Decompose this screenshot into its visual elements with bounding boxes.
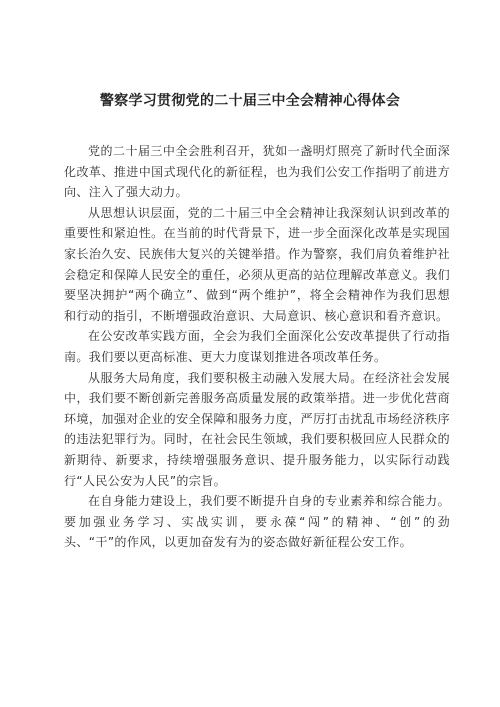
paragraph-reform-practice: 在公安改革实践方面，全会为我们全面深化公安改革提供了行动指南。我们要以更高标准、更大力度谋划推进各项改革任务。 — [64, 329, 450, 364]
paragraph-ideological-understanding: 从思想认识层面，党的二十届三中全会精神让我深刻认识到改革的重要性和紧迫性。在当前的时代背景下，进一步全面深化改革是实现国家长治久安、民族伟大复兴的关键举措。作为警察，我们肩负着维护社会稳定和保障人民安全的重任，必须从更高的站位理解改革意义。我们要坚决拥护“两个确立”、做到“两个维护”，将全会精神作为我们思想和行动的指引，不断增强政治意识、大局意识、核心意识和看齐意识。 — [64, 205, 450, 323]
paragraph-intro: 党的二十届三中全会胜利召开，犹如一盏明灯照亮了新时代全面深化改革、推进中国式现代化的新征程，也为我们公安工作指明了前进方向、注入了强大动力。 — [64, 144, 450, 200]
paragraph-capability-building: 在自身能力建设上，我们要不断提升自身的专业素养和综合能力。要加强业务学习、实战实训，要永葆“闯”的精神、“创”的劲头、“干”的作风，以更加奋发有为的姿态做好新征程公安工作。 — [64, 494, 450, 550]
document-title: 警察学习贯彻党的二十届三中全会精神心得体会 — [99, 93, 401, 109]
paragraph-serving-overall-situation: 从服务大局角度，我们要积极主动融入发展大局。在经济社会发展中，我们要不断创新完善服务高质量发展的政策举措。进一步优化营商环境，加强对企业的安全保障和服务力度，严厉打击扰乱市场经济秩序的违法犯罪行为。同时，在社会民生领域，我们要积极回应人民群众的新期待、新要求，持续增强服务意识、提升服务能力，以实际行动践行“人民公安为人民”的宗旨。 — [64, 370, 450, 488]
document-body — [64, 141, 450, 553]
